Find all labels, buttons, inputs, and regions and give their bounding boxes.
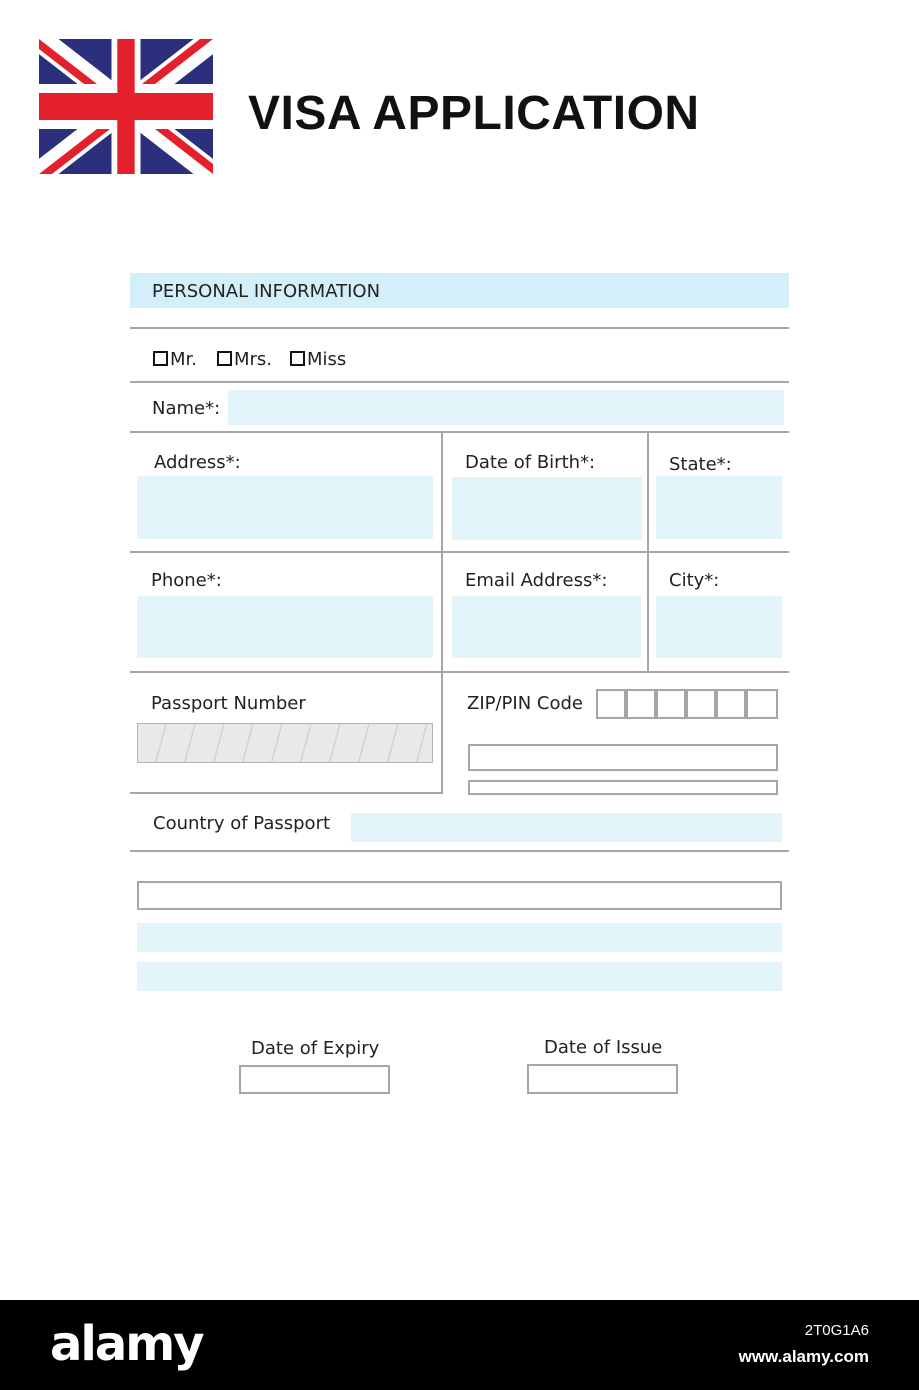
dob-field[interactable] <box>452 477 642 540</box>
extra-outline-field[interactable] <box>137 881 782 910</box>
expiry-field[interactable] <box>239 1065 390 1094</box>
name-field[interactable] <box>228 390 784 425</box>
image-id: 2T0G1A6 <box>804 1322 869 1339</box>
zip-digit-box[interactable] <box>746 689 778 719</box>
zip-digit-box[interactable] <box>596 689 626 719</box>
dob-label: Date of Birth*: <box>465 452 596 473</box>
phone-label: Phone*: <box>151 570 222 591</box>
checkbox-mrs[interactable]: Mrs. <box>217 349 272 370</box>
issue-label: Date of Issue <box>544 1037 663 1058</box>
email-label: Email Address*: <box>465 570 608 591</box>
checkbox-mr[interactable]: Mr. <box>153 349 197 370</box>
zip-extra-field-2[interactable] <box>468 780 778 795</box>
issue-field[interactable] <box>527 1064 678 1094</box>
section-title: PERSONAL INFORMATION <box>152 281 381 302</box>
zip-digit-box[interactable] <box>626 689 656 719</box>
country-label: Country of Passport <box>153 813 331 834</box>
extra-field-2[interactable] <box>137 962 782 991</box>
passport-number-field[interactable] <box>137 723 433 763</box>
extra-field-1[interactable] <box>137 923 782 952</box>
zip-label: ZIP/PIN Code <box>467 693 583 714</box>
state-label: State*: <box>669 454 732 475</box>
phone-field[interactable] <box>137 596 433 658</box>
zip-digit-box[interactable] <box>686 689 716 719</box>
zip-digit-box[interactable] <box>656 689 686 719</box>
city-label: City*: <box>669 570 720 591</box>
watermark-site: www.alamy.com <box>738 1347 869 1366</box>
checkbox-icon <box>290 351 305 366</box>
address-field[interactable] <box>137 476 433 539</box>
state-field[interactable] <box>656 476 782 539</box>
expiry-label: Date of Expiry <box>251 1038 380 1059</box>
zip-extra-field[interactable] <box>468 744 778 771</box>
passport-number-label: Passport Number <box>151 693 306 714</box>
page-title: VISA APPLICATION <box>248 87 700 140</box>
checkbox-icon <box>153 351 168 366</box>
zip-digit-box[interactable] <box>716 689 746 719</box>
checkbox-icon <box>217 351 232 366</box>
address-label: Address*: <box>154 452 241 473</box>
alamy-logo: alamy <box>50 1316 203 1372</box>
email-field[interactable] <box>452 596 641 658</box>
name-label: Name*: <box>152 398 221 419</box>
uk-flag-icon <box>39 39 213 174</box>
country-field[interactable] <box>351 813 782 842</box>
checkbox-miss[interactable]: Miss <box>290 349 346 370</box>
city-field[interactable] <box>656 596 782 658</box>
